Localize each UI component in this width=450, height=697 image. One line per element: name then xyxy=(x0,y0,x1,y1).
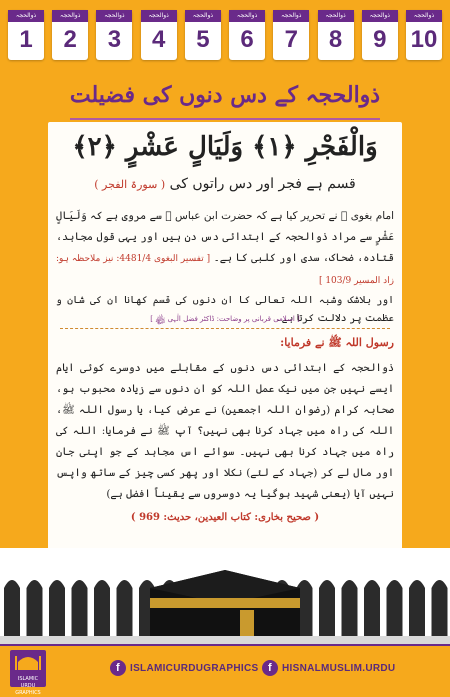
day-card-header: ذوالحجہ xyxy=(141,10,177,22)
day-card-header: ذوالحجہ xyxy=(52,10,88,22)
commentary-text: امام بغوی ﷫ نے تحریر کیا ہے کہ حضرت ابن عباس ﷠ سے مروی ہے کہ وَلَيَالٍ عَشْرٍ سے مراد ذوالحجہ کے ابتدائی دس دن ہیں اور یہی قول مجاہد، قتادہ، ضحاک، سدی اور کلبی کا ہے۔ xyxy=(56,210,394,264)
arch xyxy=(432,580,448,638)
commentary-paragraph xyxy=(56,206,394,292)
source-note: [ اسلامی قربانی پر وضاحت: ڈاکٹر فضل الٰہی ﷾ ] xyxy=(150,315,300,323)
day-number: 5 xyxy=(196,26,210,53)
day-card-3 xyxy=(96,10,132,60)
significance-text: اور بلاشک وشبہ اللہ تعالی کا ان دنوں کی قسم کھانا ان کی شان و عظمت پر دلالت کرتا ہے۔ xyxy=(56,295,394,324)
logo-text: ISLAMIC URDU GRAPHICS xyxy=(15,676,41,696)
hadith-heading: رسول اللہ ﷺ نے فرمایا: xyxy=(280,336,394,349)
facebook-link-1[interactable] xyxy=(110,660,258,676)
day-card-7 xyxy=(273,10,309,60)
verse-reference: ( سورۃ الفجر ) xyxy=(94,178,166,191)
hadith-text: ذوالحجہ کے ابتدائی دس دنوں کے مقابلے میں دوسرے کوئی ایام ایسے نہیں جن میں نیک عمل اللہ کو ان دنوں سے زیادہ محبوب ہو، صحابہ کرام (رضوان اللہ اجمعین) نے عرض کیا، یا رسول اللہ ﷺ، اللہ کی راہ میں جہاد کرنا بھی نہیں؟ آپ ﷺ نے فرمایا: اللہ کی راہ میں جہاد کرنا بھی نہیں۔ سوائے اس مجاہد کے جو اپنی جان اور مال لے کر (جہاد کے لئے) نکلا اور پھر کسی چیز کے ساتھ واپس نہیں آیا (یعنی شہید ہوگیا یہ دوسروں سے یقیناً افضل ہے) xyxy=(56,362,394,500)
facebook-handle-1: ISLAMICURDUGRAPHICS xyxy=(130,662,259,674)
verse-translation: قسم ہے فجر اور دس راتوں کی xyxy=(169,176,356,192)
days-calendar xyxy=(0,0,450,70)
mosque-logo-icon xyxy=(10,650,46,672)
day-number: 8 xyxy=(328,26,343,53)
kaaba-door xyxy=(240,610,254,640)
day-number: 4 xyxy=(151,26,166,53)
day-card-6 xyxy=(229,10,265,60)
day-number: 7 xyxy=(284,26,298,53)
arch xyxy=(4,580,20,638)
arch xyxy=(387,580,403,638)
day-number: 6 xyxy=(240,26,254,53)
day-card-header: ذوالحجہ xyxy=(96,10,132,22)
arch xyxy=(94,580,110,638)
arch xyxy=(117,580,133,638)
day-card-header: ذوالحجہ xyxy=(318,10,354,22)
day-card-header: ذوالحجہ xyxy=(273,10,309,22)
divider xyxy=(60,328,390,329)
brand-logo[interactable] xyxy=(10,650,46,696)
content-card xyxy=(48,122,402,562)
day-card-header: ذوالحجہ xyxy=(8,10,44,22)
day-card-1 xyxy=(8,10,44,60)
arch xyxy=(319,580,335,638)
day-card-2 xyxy=(52,10,88,60)
day-number: 3 xyxy=(107,26,122,53)
day-card-header: ذوالحجہ xyxy=(406,10,442,22)
day-card-9 xyxy=(362,10,398,60)
day-card-8 xyxy=(318,10,354,60)
title-band xyxy=(0,70,450,122)
commentary-reference: [ تفسیر البغوی 4481/4: نیز ملاحظہ ہو: زاد المسیر 103/9 ] xyxy=(56,254,394,286)
arch xyxy=(49,580,65,638)
day-card-header: ذوالحجہ xyxy=(185,10,221,22)
facebook-handle-2: HISNALMUSLIM.URDU xyxy=(282,662,396,674)
facebook-icon: f xyxy=(262,660,278,676)
arch xyxy=(72,580,88,638)
day-number: 2 xyxy=(63,26,77,53)
day-card-5 xyxy=(185,10,221,60)
kaaba-illustration xyxy=(0,548,450,644)
arch xyxy=(409,580,425,638)
arch xyxy=(364,580,380,638)
page-title: ذوالحجہ کے دس دنوں کی فضیلت xyxy=(69,82,381,108)
day-card-4 xyxy=(141,10,177,60)
day-card-header: ذوالحجہ xyxy=(362,10,398,22)
day-card-header: ذوالحجہ xyxy=(229,10,265,22)
kaaba-gold-band xyxy=(150,598,300,608)
hadith-reference: ( صحیح بخاری: کتاب العیدین، حدیث: 969 ) xyxy=(130,512,320,523)
quran-verse: وَالْفَجْرِ ﴿١﴾ وَلَيَالٍ عَشْرٍ ﴿٢﴾ xyxy=(72,132,378,162)
day-number: 10 xyxy=(410,26,438,53)
arch xyxy=(342,580,358,638)
day-card-10 xyxy=(406,10,442,60)
title-underline xyxy=(70,118,380,120)
verse-translation-line xyxy=(48,176,402,192)
facebook-link-2[interactable] xyxy=(262,660,395,676)
arch xyxy=(27,580,43,638)
day-number: 9 xyxy=(373,26,387,53)
facebook-icon: f xyxy=(110,660,126,676)
footer-bar xyxy=(0,644,450,696)
day-number: 1 xyxy=(19,26,33,53)
